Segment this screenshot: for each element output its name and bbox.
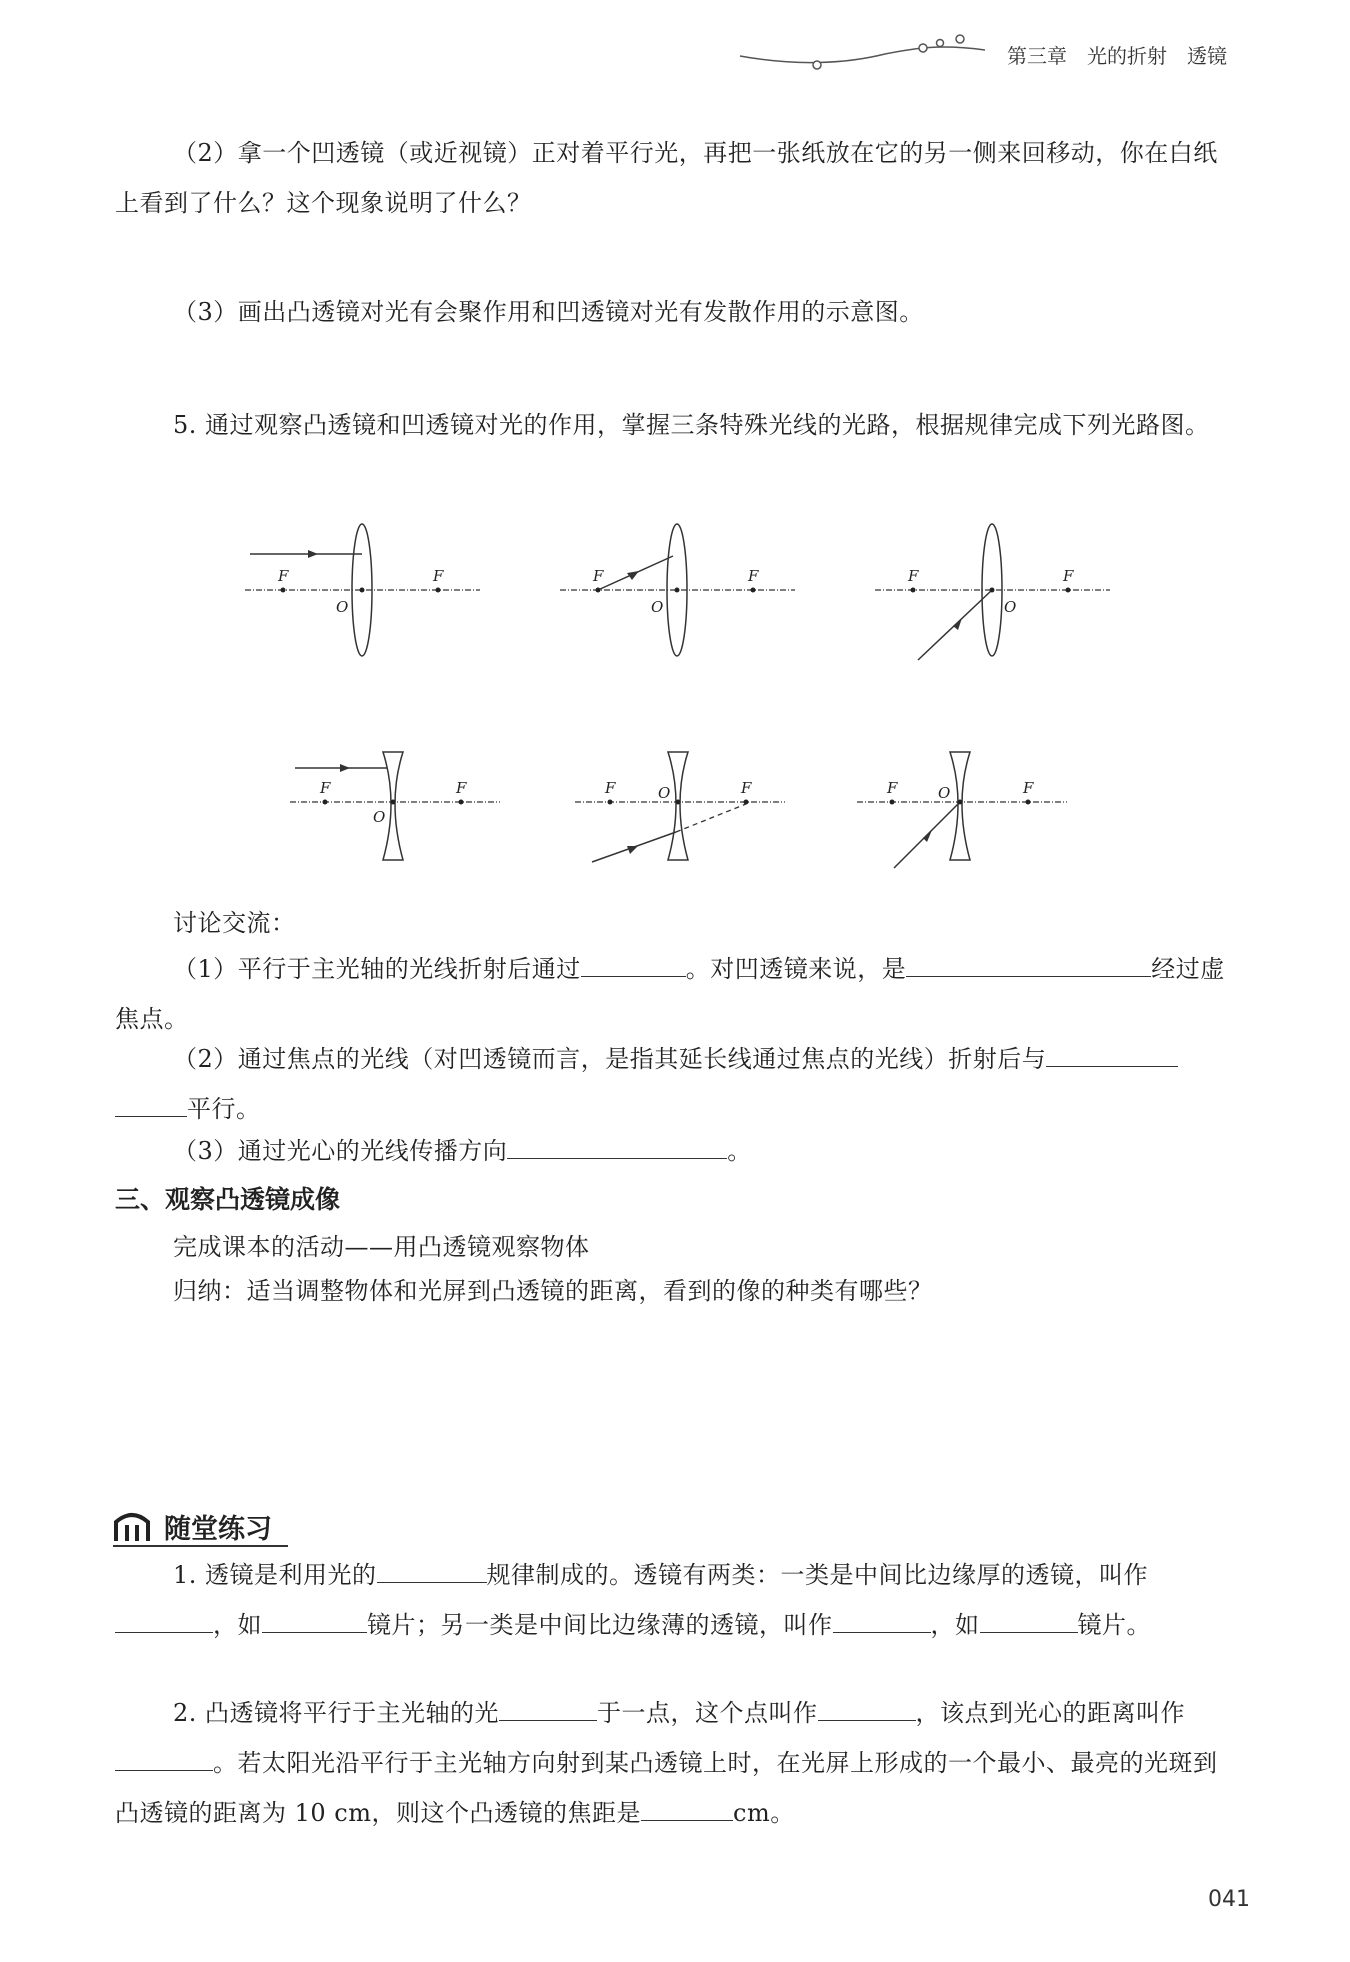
- practice-q1: 1. 透镜是利用光的 规律制成的。透镜有两类：一类是中间比边缘厚的透镜，叫作，如 镜片；另一类是中间比边缘薄的透镜，叫作 ，如 镜片。: [115, 1550, 1240, 1650]
- answer-blank[interactable]: [377, 1554, 487, 1583]
- label-center: O: [373, 808, 386, 826]
- label-focus: F: [741, 779, 752, 797]
- answer-blank[interactable]: [262, 1604, 367, 1633]
- q4-part2: （2）拿一个凹透镜（或近视镜）正对着平行光，再把一张纸放在它的另一侧来回移动，你在白纸上看到了什么？这个现象说明了什么？: [115, 139, 1218, 217]
- label-focus: F: [1063, 567, 1074, 585]
- practice-section-icon: [113, 1507, 151, 1543]
- answer-blank[interactable]: [1046, 1038, 1178, 1067]
- label-focus: F: [887, 779, 898, 797]
- section-heading: 三、观察凸透镜成像: [115, 1185, 341, 1214]
- answer-blank[interactable]: [833, 1604, 931, 1633]
- answer-blank[interactable]: [499, 1692, 597, 1721]
- chapter-title: 第三章 光的折射 透镜: [1007, 44, 1227, 68]
- answer-blank[interactable]: [980, 1604, 1078, 1633]
- label-focus: F: [1023, 779, 1034, 797]
- label-center: O: [1004, 598, 1017, 616]
- label-focus: F: [278, 567, 289, 585]
- label-focus: F: [320, 779, 331, 797]
- convex-lens-diagram-1: [240, 520, 490, 670]
- answer-blank[interactable]: [581, 948, 686, 977]
- answer-blank[interactable]: [906, 948, 1151, 977]
- section3-line1: 完成课本的活动——用凸透镜观察物体: [173, 1233, 590, 1261]
- label-center: O: [336, 598, 349, 616]
- answer-blank[interactable]: [115, 1088, 187, 1117]
- header-wave-decoration: [735, 28, 1000, 73]
- concave-lens-diagram-3: [852, 750, 1082, 870]
- answer-blank[interactable]: [115, 1742, 213, 1771]
- practice-q2: 2. 凸透镜将平行于主光轴的光 于一点，这个点叫作 ，该点到光心的距离叫作。若太阳光沿平行于主光轴方向射到某凸透镜上时，在光屏上形成的一个最小、最亮的光斑到凸透镜的距离为 10 cm，则这个凸透镜的焦距是 cm。: [115, 1688, 1240, 1838]
- answer-blank[interactable]: [115, 1604, 213, 1633]
- concave-lens-diagram-1: [285, 750, 515, 870]
- discussion-title: 讨论交流：: [173, 909, 296, 937]
- convex-lens-diagram-2: [555, 520, 805, 670]
- label-focus: F: [593, 567, 604, 585]
- label-center: O: [651, 598, 664, 616]
- discussion-item-1: （1）平行于主光轴的光线折射后通过 。对凹透镜来说，是 经过虚焦点。: [115, 944, 1240, 1044]
- q5-text: 5. 通过观察凸透镜和凹透镜对光的作用，掌握三条特殊光线的光路，根据规律完成下列光路图。: [173, 411, 1210, 439]
- convex-lens-diagram-3: [870, 520, 1120, 670]
- page-number: 041: [1208, 1887, 1250, 1912]
- label-focus: F: [433, 567, 444, 585]
- answer-blank[interactable]: [818, 1692, 916, 1721]
- label-center: O: [658, 784, 671, 802]
- section3-line2: 归纳：适当调整物体和光屏到凸透镜的距离，看到的像的种类有哪些？: [173, 1277, 933, 1305]
- discussion-item-2: （2）通过焦点的光线（对凹透镜而言，是指其延长线通过焦点的光线）折射后与平行。: [115, 1034, 1240, 1134]
- label-focus: F: [908, 567, 919, 585]
- answer-blank[interactable]: [507, 1130, 727, 1159]
- label-focus: F: [456, 779, 467, 797]
- practice-title-underline: [113, 1545, 288, 1547]
- practice-title: 随堂练习: [164, 1514, 272, 1545]
- concave-lens-diagram-2: [570, 750, 800, 870]
- q4-part3: （3）画出凸透镜对光有会聚作用和凹透镜对光有发散作用的示意图。: [173, 298, 924, 326]
- answer-blank[interactable]: [641, 1792, 733, 1821]
- label-focus: F: [748, 567, 759, 585]
- discussion-item-3: （3）通过光心的光线传播方向 。: [115, 1126, 1240, 1176]
- label-center: O: [938, 784, 951, 802]
- label-focus: F: [605, 779, 616, 797]
